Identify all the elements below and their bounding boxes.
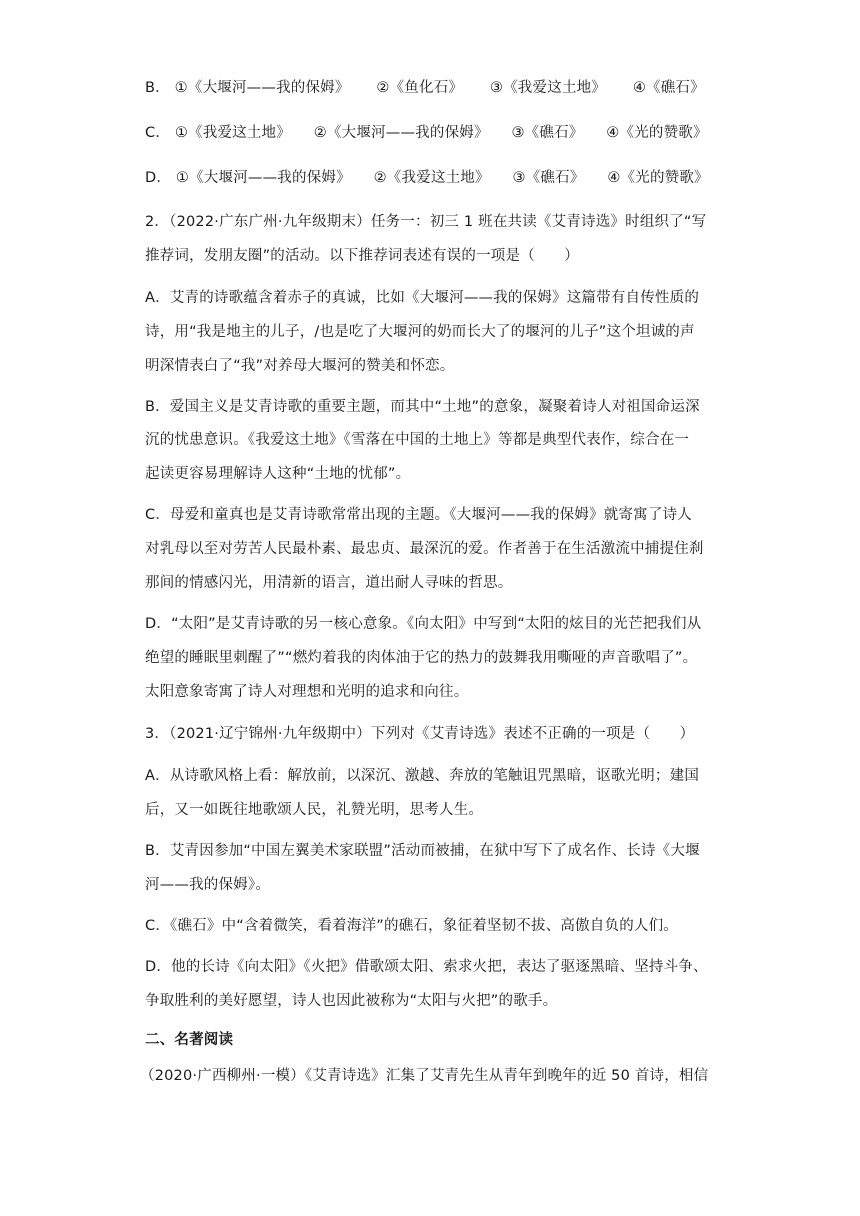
q2-option-b: B．爱国主义是艾青诗歌的重要主题，而其中“土地”的意象，凝聚着诗人对祖国命运深	[145, 399, 700, 415]
option-item: ①《大堰河——我的保姆》	[175, 170, 351, 186]
q2-option-d: D．“太阳”是艾青诗歌的另一核心意象。《向太阳》中写到“太阳的炫目的光芒把我们从	[145, 616, 702, 632]
q2-option-c: C．母爱和童真也是艾青诗歌常常出现的主题。《大堰河——我的保姆》就寄寓了诗人	[145, 507, 692, 523]
option-c-row	[145, 123, 708, 143]
option-item: ①《大堰河——我的保姆》	[174, 80, 350, 96]
option-item: ③《我爱这土地》	[489, 80, 607, 96]
q2-option-a: 明深情表白了“我”对养母大堰河的赞美和怀恋。	[145, 358, 455, 374]
option-item: ②《大堰河——我的保姆》	[313, 125, 489, 141]
option-item: ②《我爱这土地》	[373, 170, 490, 186]
q2-option-a: A．艾青的诗歌蕴含着赤子的真诚，比如《大堰河——我的保姆》这篇带有自传性质的	[145, 290, 700, 306]
option-letter: D．	[145, 170, 172, 186]
q2-option-c: 对乳母以至对劳苦人民最朴素、最忠贞、最深沉的爱。作者善于在生活激流中捕提住刹	[145, 541, 704, 557]
option-item: ①《我爱这土地》	[174, 125, 291, 141]
question-3-stem: 3．（2021·辽宁锦州·九年级期中）下列对《艾青诗选》表述不正确的一项是（ ）	[145, 726, 695, 742]
q2-option-b: 沉的忧患意识。《我爱这土地》《雪落在中国的土地上》等都是典型代表作，综合在一	[145, 432, 690, 448]
option-d-row	[145, 168, 709, 188]
option-item: ④《光的赞歌》	[606, 125, 708, 141]
q3-option-c: C．《礁石》中“含着微笑，看着海洋”的礁石，象征着坚韧不拔、高傲自负的人们。	[145, 918, 678, 934]
q2-option-d: 绝望的睡眠里刺醒了”“燃灼着我的肉体油于它的热力的鼓舞我用嘶哑的声音歌唱了”。	[145, 650, 698, 666]
section-title: 二、名著阅读	[145, 1032, 234, 1048]
question-2-stem: 2．（2022·广东广州·九年级期末）任务一：初三 1 班在共读《艾青诗选》时组织了“写	[145, 214, 707, 230]
q3-option-d: 争取胜利的美好愿望，诗人也因此被称为“太阳与火把”的歌手。	[145, 993, 558, 1009]
q3-option-b: B．艾青因参加“中国左翼美术家联盟”活动而被捕，在狱中写下了成名作、长诗《大堰	[145, 843, 700, 859]
q3-option-b: 河——我的保姆》。	[145, 877, 271, 893]
option-b-row	[145, 78, 705, 98]
option-item: ④《光的赞歌》	[607, 170, 709, 186]
option-item: ④《礁石》	[632, 80, 705, 96]
question-2-stem: 推荐词，发朋友圈”的活动。以下推荐词表述有误的一项是（ ）	[145, 248, 580, 264]
q2-option-c: 那间的情感闪光，用清新的语言，道出耐人寻味的哲思。	[145, 575, 513, 591]
q2-option-b: 起读更容易理解诗人这种“土地的忧郁”。	[145, 466, 411, 482]
option-letter: C．	[145, 125, 171, 141]
q2-option-d: 太阳意象寄寓了诗人对理想和光明的追求和向往。	[145, 684, 469, 700]
section-intro: （2020·广西柳州·一模）《艾青诗选》汇集了艾青先生从青年到晚年的近 50 首诗，相信	[140, 1068, 709, 1084]
option-letter: B．	[145, 80, 170, 96]
q3-option-a: 后，又一如既往地歌颂人民，礼赞光明，思考人生。	[145, 802, 484, 818]
option-item: ②《鱼化石》	[376, 80, 464, 96]
option-item: ③《礁石》	[512, 170, 585, 186]
option-item: ③《礁石》	[511, 125, 584, 141]
q3-option-d: D．他的长诗《向太阳》《火把》借歌颂太阳、索求火把，表达了驱逐黑暗、坚持斗争、	[145, 959, 708, 975]
q3-option-a: A．从诗歌风格上看：解放前，以深沉、激越、奔放的笔触诅咒黑暗，讴歌光明；建国	[145, 768, 700, 784]
q2-option-a: 诗，用“我是地主的儿子，/也是吃了大堰河的奶而长大了的堰河的儿子”这个坦诚的声	[145, 324, 695, 340]
